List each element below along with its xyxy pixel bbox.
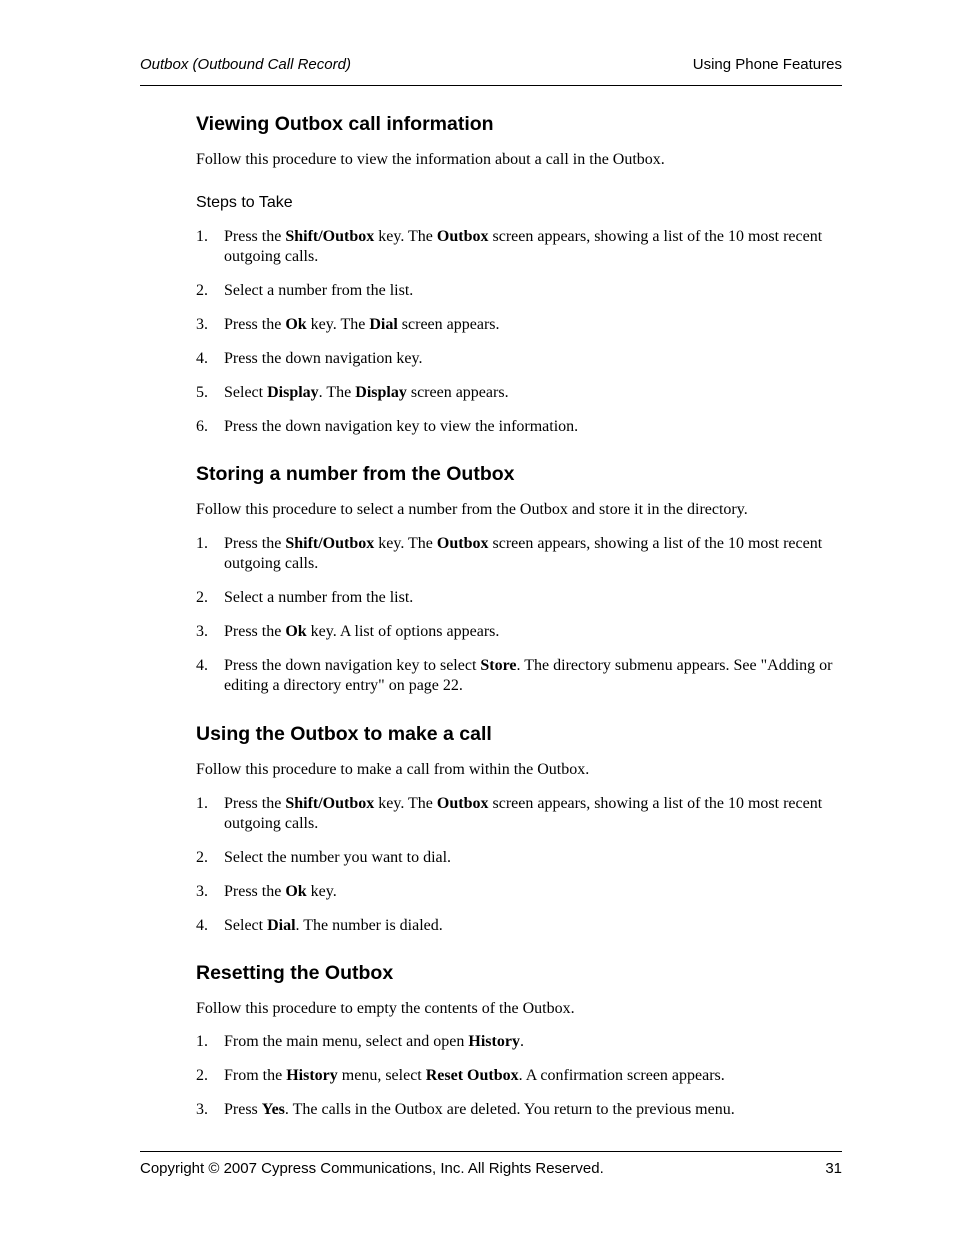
- step-text-run: . The number is dialed.: [295, 917, 443, 934]
- ui-term: Ok: [285, 883, 307, 900]
- page-footer: [140, 1151, 842, 1177]
- step-text: [224, 228, 822, 265]
- step-item: [196, 848, 836, 868]
- step-text-run: Select: [224, 917, 268, 934]
- step-number: 4.: [196, 350, 208, 367]
- header-section-title: Using Phone Features: [692, 56, 842, 73]
- step-text: [224, 418, 578, 435]
- step-text-run: Press the down navigation key to view the information.: [224, 418, 579, 435]
- step-number: 5.: [196, 384, 208, 401]
- step-text: [224, 1033, 524, 1050]
- step-text-run: Press the: [224, 535, 286, 552]
- ui-term: Shift/Outbox: [285, 228, 375, 245]
- step-text: [224, 795, 822, 832]
- step-text: [224, 350, 422, 367]
- ui-term: Store: [480, 657, 517, 674]
- step-text: [224, 849, 451, 866]
- step-text-run: key. The: [374, 228, 437, 245]
- steps-list: [196, 1032, 836, 1120]
- ui-term: Outbox: [436, 795, 489, 812]
- step-number: 6.: [196, 418, 208, 435]
- step-text: [224, 535, 822, 572]
- step-number: 2.: [196, 849, 208, 866]
- step-text-run: . A confirmation screen appears.: [518, 1067, 725, 1084]
- step-text-run: screen appears, showing a list of the 10 most recent outgoing calls.: [224, 535, 823, 572]
- section-resetting-outbox: [196, 961, 836, 1134]
- step-text-run: Press the: [224, 316, 286, 333]
- step-number: 3.: [196, 1101, 208, 1118]
- step-text-run: .: [519, 1033, 524, 1050]
- section-make-call: [196, 722, 836, 950]
- step-number: 3.: [196, 316, 208, 333]
- step-item: [196, 1032, 836, 1052]
- step-item: [196, 534, 836, 574]
- steps-list: [196, 534, 836, 696]
- ui-term: Shift/Outbox: [285, 795, 375, 812]
- ui-term: History: [286, 1067, 338, 1084]
- section-intro: Follow this procedure to view the information about a call in the Outbox.: [196, 151, 665, 168]
- step-item: [196, 588, 836, 608]
- step-number: 1.: [196, 228, 208, 245]
- step-text-run: . The calls in the Outbox are deleted. You return to the previous menu.: [284, 1101, 735, 1118]
- section-storing-number: [196, 462, 836, 710]
- step-number: 3.: [196, 623, 208, 640]
- step-number: 1.: [196, 535, 208, 552]
- step-item: [196, 315, 836, 335]
- step-text: [224, 384, 509, 401]
- step-text-run: Press the down navigation key to select: [224, 657, 481, 674]
- section-intro: Follow this procedure to make a call from within the Outbox.: [196, 761, 590, 778]
- step-item: [196, 622, 836, 642]
- step-text-run: . The: [318, 384, 356, 401]
- step-number: 4.: [196, 917, 208, 934]
- step-item: [196, 916, 836, 936]
- step-text-run: Press: [224, 1101, 262, 1118]
- step-item: [196, 227, 836, 267]
- step-item: [196, 656, 836, 696]
- steps-to-take-label: Steps to Take: [196, 194, 293, 211]
- step-text-run: screen appears, showing a list of the 10 most recent outgoing calls.: [224, 228, 823, 265]
- ui-term: Display: [355, 384, 407, 401]
- section-heading: Storing a number from the Outbox: [196, 463, 515, 485]
- section-viewing-outbox: [196, 112, 836, 451]
- step-text-run: screen appears.: [397, 316, 500, 333]
- step-text-run: Select: [224, 384, 268, 401]
- steps-list: [196, 794, 836, 936]
- step-text: [224, 316, 500, 333]
- step-text: [224, 917, 443, 934]
- step-text: [224, 282, 413, 299]
- ui-term: Ok: [285, 623, 307, 640]
- step-text: [224, 1101, 735, 1118]
- ui-term: Dial: [267, 917, 296, 934]
- step-text-run: . The directory submenu appears. See "Adding or editing a directory entry" on page 22.: [224, 657, 833, 694]
- step-text-run: key. A list of options appears.: [306, 623, 500, 640]
- page-header: [140, 55, 842, 86]
- ui-term: Ok: [285, 316, 307, 333]
- footer-copyright: Copyright © 2007 Cypress Communications, Inc. All Rights Reserved.: [140, 1160, 604, 1177]
- ui-term: Shift/Outbox: [285, 535, 375, 552]
- step-item: [196, 882, 836, 902]
- step-number: 2.: [196, 589, 208, 606]
- section-heading: Viewing Outbox call information: [196, 113, 494, 135]
- section-intro: Follow this procedure to empty the contents of the Outbox.: [196, 1000, 575, 1017]
- section-heading: Using the Outbox to make a call: [196, 723, 492, 745]
- ui-term: Reset Outbox: [425, 1067, 519, 1084]
- step-text-run: Press the: [224, 623, 286, 640]
- step-text-run: Press the down navigation key.: [224, 350, 423, 367]
- step-text: [224, 589, 413, 606]
- step-text-run: key. The: [306, 316, 370, 333]
- step-text-run: Select a number from the list.: [224, 589, 414, 606]
- step-number: 2.: [196, 1067, 208, 1084]
- ui-term: Dial: [369, 316, 398, 333]
- ui-term: Outbox: [436, 535, 489, 552]
- step-text-run: Press the: [224, 795, 286, 812]
- step-text-run: screen appears, showing a list of the 10 most recent outgoing calls.: [224, 795, 823, 832]
- ui-term: Yes: [261, 1101, 285, 1118]
- step-text: [224, 657, 832, 694]
- step-number: 1.: [196, 795, 208, 812]
- ui-term: History: [468, 1033, 520, 1050]
- footer-page-number: 31: [825, 1160, 842, 1177]
- step-number: 2.: [196, 282, 208, 299]
- step-number: 4.: [196, 657, 208, 674]
- step-text-run: key. The: [374, 535, 437, 552]
- step-item: [196, 349, 836, 369]
- ui-term: Outbox: [436, 228, 489, 245]
- step-item: [196, 794, 836, 834]
- step-number: 3.: [196, 883, 208, 900]
- step-text: [224, 883, 337, 900]
- step-item: [196, 1066, 836, 1086]
- section-heading: Resetting the Outbox: [196, 962, 394, 984]
- step-text: [224, 1067, 725, 1084]
- step-text-run: key. The: [374, 795, 437, 812]
- steps-list: [196, 227, 836, 437]
- step-text-run: screen appears.: [406, 384, 509, 401]
- step-text-run: key.: [306, 883, 337, 900]
- header-chapter-title: Outbox (Outbound Call Record): [140, 56, 351, 73]
- section-intro: Follow this procedure to select a number from the Outbox and store it in the directory.: [196, 501, 748, 518]
- step-text-run: menu, select: [337, 1067, 426, 1084]
- step-text-run: Press the: [224, 228, 286, 245]
- step-text-run: Press the: [224, 883, 286, 900]
- ui-term: Display: [267, 384, 319, 401]
- step-item: [196, 383, 836, 403]
- step-text-run: Select a number from the list.: [224, 282, 414, 299]
- step-text: [224, 623, 499, 640]
- step-text-run: Select the number you want to dial.: [224, 849, 452, 866]
- step-text-run: From the main menu, select and open: [224, 1033, 469, 1050]
- step-item: [196, 281, 836, 301]
- step-number: 1.: [196, 1033, 208, 1050]
- step-text-run: From the: [224, 1067, 287, 1084]
- step-item: [196, 1100, 836, 1120]
- step-item: [196, 417, 836, 437]
